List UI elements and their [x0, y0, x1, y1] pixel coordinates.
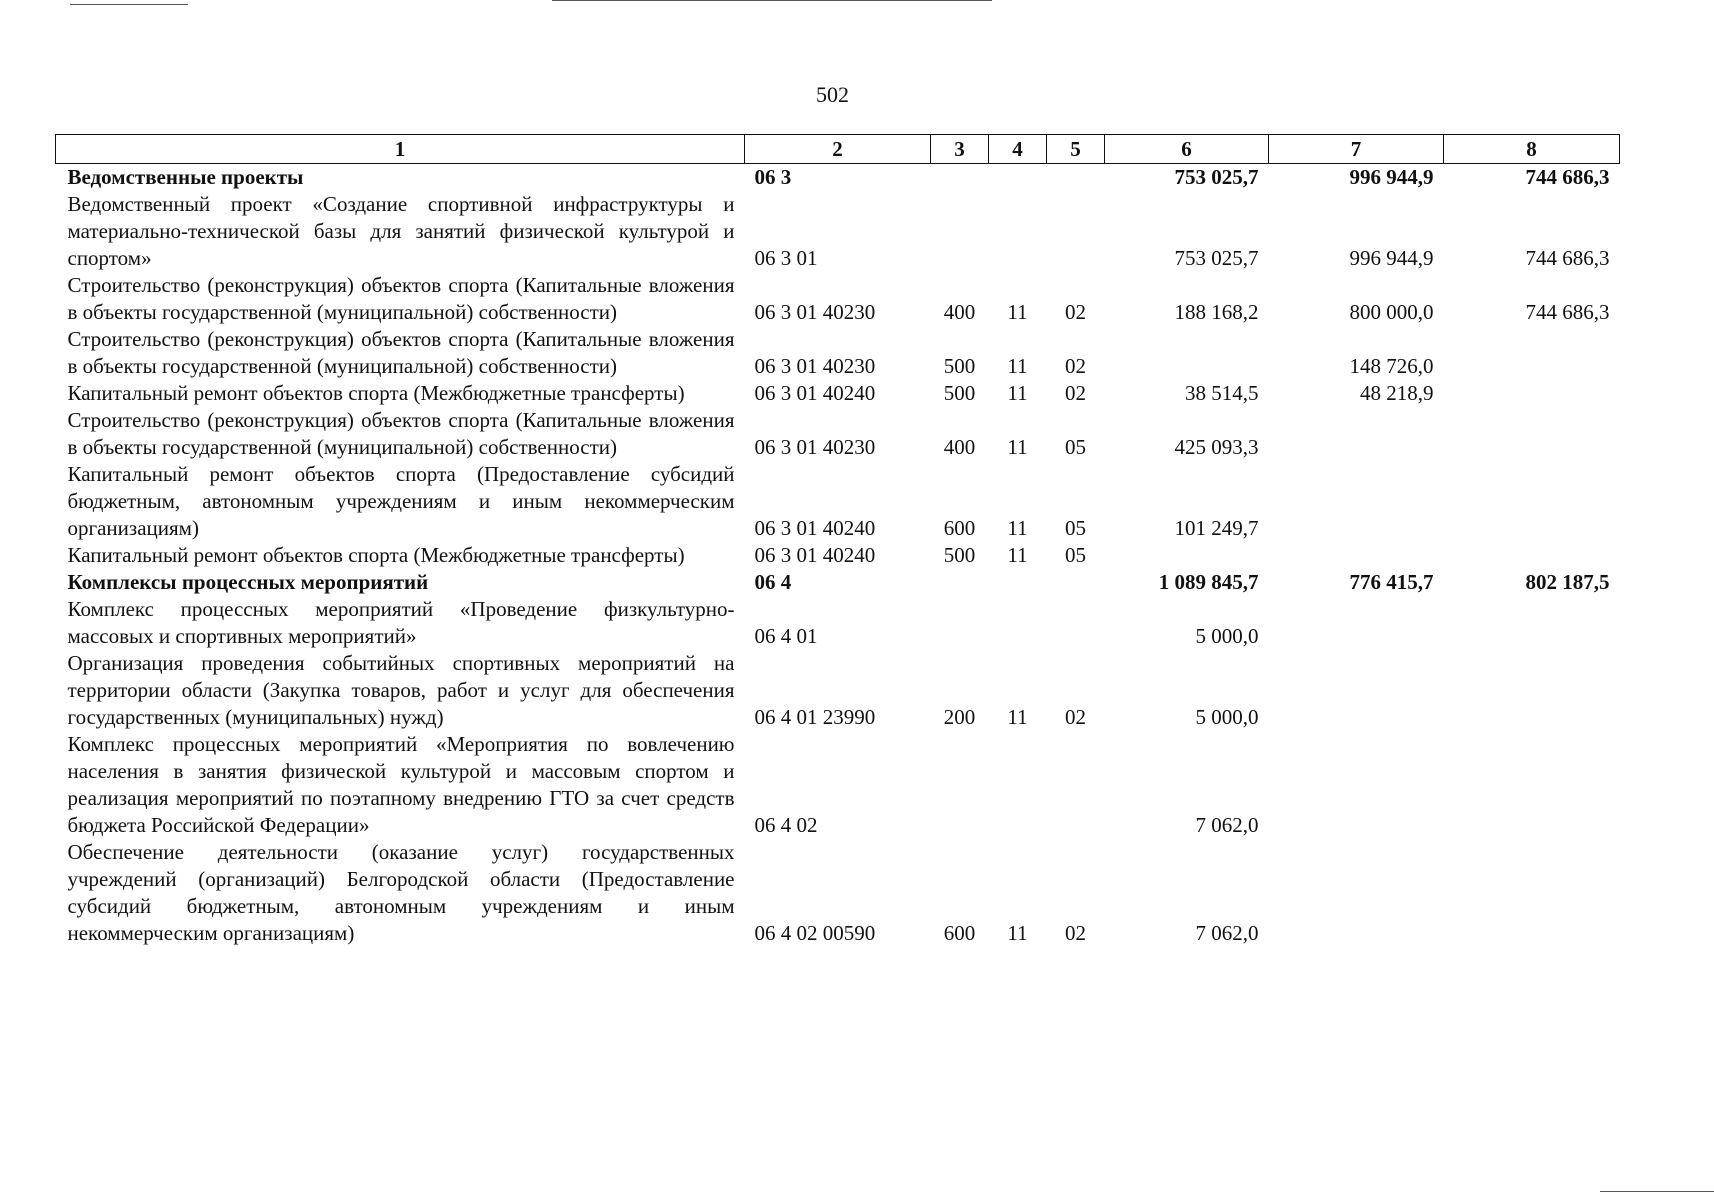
row-value-col8-cell: [1444, 542, 1620, 569]
row-type-cell: 600: [943, 921, 976, 945]
header-cell-5: 5: [1047, 135, 1105, 164]
row-value-col7-cell: 996 944,9: [1349, 165, 1434, 189]
row-code-cell: 06 3 01 40240: [754, 516, 876, 540]
table-row: [56, 272, 1620, 326]
row-type-cell: [931, 569, 989, 596]
row-name-cell: Строительство (реконструкция) объектов спорта (Капитальные вложения в объекты государственной (муниципальной) собственности): [67, 327, 735, 378]
row-subsection-cell: [1047, 164, 1105, 192]
row-type-cell: 500: [943, 354, 976, 378]
table-row: [56, 731, 1620, 839]
row-type-cell: 600: [943, 516, 976, 540]
table-row: [56, 596, 1620, 650]
table-row: [56, 191, 1620, 272]
row-subsection-cell: 05: [1065, 543, 1086, 567]
row-type-cell: [931, 731, 989, 839]
row-value-col8-cell: [1444, 731, 1620, 839]
table-row: [56, 164, 1620, 192]
row-subsection-cell: 02: [1065, 354, 1086, 378]
row-code-cell: 06 4: [754, 570, 792, 594]
row-value-col8-cell: [1444, 380, 1620, 407]
row-name-cell: Обеспечение деятельности (оказание услуг) государственных учреждений (организаций) Белгородской области (Предоставление субсидий бюджетным, автономным учреждениям и иным некоммерческим организациям): [67, 840, 735, 945]
row-code-cell: 06 3: [754, 165, 792, 189]
row-value-col7-cell: [1269, 731, 1444, 839]
row-type-cell: 500: [943, 543, 976, 567]
row-section-cell: 11: [1007, 543, 1028, 567]
table-row: [56, 407, 1620, 461]
row-value-col7-cell: [1269, 839, 1444, 947]
row-section-cell: [989, 596, 1047, 650]
row-name-cell: Организация проведения событийных спортивных мероприятий на территории области (Закупка товаров, работ и услуг для обеспечения государственных (муниципальных) нужд): [67, 651, 735, 729]
row-value-col6-cell: 425 093,3: [1174, 435, 1259, 459]
table-row: [56, 839, 1620, 947]
row-section-cell: 11: [1007, 921, 1028, 945]
row-name-cell: Капитальный ремонт объектов спорта (Межбюджетные трансферты): [67, 543, 685, 567]
row-code-cell: 06 4 02: [754, 813, 818, 837]
row-value-col8-cell: [1444, 596, 1620, 650]
row-code-cell: 06 4 01: [754, 624, 818, 648]
row-code-cell: 06 3 01 40230: [754, 435, 876, 459]
row-section-cell: [989, 569, 1047, 596]
header-cell-4: 4: [989, 135, 1047, 164]
row-section-cell: 11: [1007, 381, 1028, 405]
row-value-col8-cell: [1444, 461, 1620, 542]
header-cell-6: 6: [1105, 135, 1269, 164]
header-row: [56, 135, 1620, 164]
row-value-col7-cell: [1269, 650, 1444, 731]
row-value-col6-cell: 5 000,0: [1195, 624, 1259, 648]
row-name-cell: Капитальный ремонт объектов спорта (Межбюджетные трансферты): [67, 381, 685, 405]
row-value-col7-cell: 996 944,9: [1349, 246, 1434, 270]
row-code-cell: 06 3 01 40240: [754, 381, 876, 405]
row-name-cell: Строительство (реконструкция) объектов спорта (Капитальные вложения в объекты государственной (муниципальной) собственности): [67, 408, 735, 459]
row-value-col6-cell: 1 089 845,7: [1158, 570, 1259, 594]
row-value-col6-cell: [1105, 542, 1269, 569]
row-value-col7-cell: 148 726,0: [1349, 354, 1434, 378]
row-name-cell: Капитальный ремонт объектов спорта (Предоставление субсидий бюджетным, автономным учреждениям и иным некоммерческим организациям): [67, 462, 735, 540]
row-name-cell: Ведомственные проекты: [67, 165, 304, 189]
row-subsection-cell: 05: [1065, 516, 1086, 540]
table-row: [56, 650, 1620, 731]
header-cell-7: 7: [1269, 135, 1444, 164]
row-value-col8-cell: 802 187,5: [1525, 570, 1610, 594]
row-value-col7-cell: 48 218,9: [1360, 381, 1434, 405]
row-subsection-cell: 02: [1065, 921, 1086, 945]
scan-artifact-line-center: [552, 0, 992, 1]
row-name-cell: Комплекс процессных мероприятий «Проведение физкультурно-массовых и спортивных мероприятий»: [67, 597, 735, 648]
row-subsection-cell: [1047, 191, 1105, 272]
row-section-cell: [989, 731, 1047, 839]
row-section-cell: 11: [1007, 435, 1028, 459]
row-code-cell: 06 4 02 00590: [754, 921, 876, 945]
row-value-col6-cell: 188 168,2: [1174, 300, 1259, 324]
scan-artifact-line-bottom: [1600, 1191, 1714, 1192]
row-section-cell: 11: [1007, 705, 1028, 729]
row-code-cell: 06 4 01 23990: [754, 705, 876, 729]
table-row: [56, 569, 1620, 596]
row-type-cell: [931, 164, 989, 192]
row-value-col6-cell: 38 514,5: [1185, 381, 1259, 405]
row-subsection-cell: [1047, 569, 1105, 596]
row-subsection-cell: 02: [1065, 300, 1086, 324]
row-type-cell: 200: [943, 705, 976, 729]
row-value-col8-cell: 744 686,3: [1525, 246, 1610, 270]
table-body: [56, 164, 1620, 948]
budget-table: [55, 134, 1620, 947]
row-subsection-cell: 05: [1065, 435, 1086, 459]
row-value-col8-cell: [1444, 407, 1620, 461]
row-value-col8-cell: 744 686,3: [1525, 165, 1610, 189]
row-name-cell: Комплекс процессных мероприятий «Мероприятия по вовлечению населения в занятия физической культурой и массовым спортом и реализация мероприятий по поэтапному внедрению ГТО за счет средств бюджета Российской Федерации»: [67, 732, 735, 837]
row-value-col8-cell: [1444, 650, 1620, 731]
row-subsection-cell: 02: [1065, 705, 1086, 729]
row-value-col8-cell: 744 686,3: [1525, 300, 1610, 324]
row-value-col7-cell: 800 000,0: [1349, 300, 1434, 324]
row-value-col6-cell: 7 062,0: [1195, 813, 1259, 837]
row-value-col8-cell: [1444, 839, 1620, 947]
row-value-col6-cell: 5 000,0: [1195, 705, 1259, 729]
row-value-col6-cell: 753 025,7: [1174, 165, 1259, 189]
row-type-cell: 500: [943, 381, 976, 405]
row-section-cell: 11: [1007, 300, 1028, 324]
page-number: 502: [816, 82, 849, 107]
row-value-col6-cell: [1105, 326, 1269, 380]
row-type-cell: [931, 596, 989, 650]
row-subsection-cell: [1047, 731, 1105, 839]
scan-artifact-line-left: [70, 4, 188, 5]
row-section-cell: 11: [1007, 516, 1028, 540]
row-subsection-cell: [1047, 596, 1105, 650]
row-code-cell: 06 3 01: [754, 246, 818, 270]
row-value-col7-cell: [1269, 407, 1444, 461]
row-name-cell: Комплексы процессных мероприятий: [67, 570, 429, 594]
row-section-cell: 11: [1007, 354, 1028, 378]
row-value-col8-cell: [1444, 326, 1620, 380]
table-row: [56, 380, 1620, 407]
row-name-cell: Строительство (реконструкция) объектов спорта (Капитальные вложения в объекты государственной (муниципальной) собственности): [67, 273, 735, 324]
row-code-cell: 06 3 01 40230: [754, 300, 876, 324]
header-cell-1: 1: [56, 135, 745, 164]
table-row: [56, 461, 1620, 542]
row-type-cell: [931, 191, 989, 272]
row-value-col7-cell: [1269, 542, 1444, 569]
header-cell-2: 2: [745, 135, 931, 164]
row-value-col6-cell: 7 062,0: [1195, 921, 1259, 945]
table-row: [56, 326, 1620, 380]
row-section-cell: [989, 164, 1047, 192]
row-code-cell: 06 3 01 40240: [754, 543, 876, 567]
row-name-cell: Ведомственный проект «Создание спортивной инфраструктуры и материально-технической базы для занятий физической культурой и спортом»: [67, 192, 735, 270]
row-type-cell: 400: [943, 300, 976, 324]
row-section-cell: [989, 191, 1047, 272]
row-value-col6-cell: 753 025,7: [1174, 246, 1259, 270]
header-cell-3: 3: [931, 135, 989, 164]
row-type-cell: 400: [943, 435, 976, 459]
header-cell-8: 8: [1444, 135, 1620, 164]
row-value-col7-cell: 776 415,7: [1349, 570, 1434, 594]
row-code-cell: 06 3 01 40230: [754, 354, 876, 378]
row-subsection-cell: 02: [1065, 381, 1086, 405]
row-value-col7-cell: [1269, 596, 1444, 650]
table-row: [56, 542, 1620, 569]
row-value-col7-cell: [1269, 461, 1444, 542]
row-value-col6-cell: 101 249,7: [1174, 516, 1259, 540]
